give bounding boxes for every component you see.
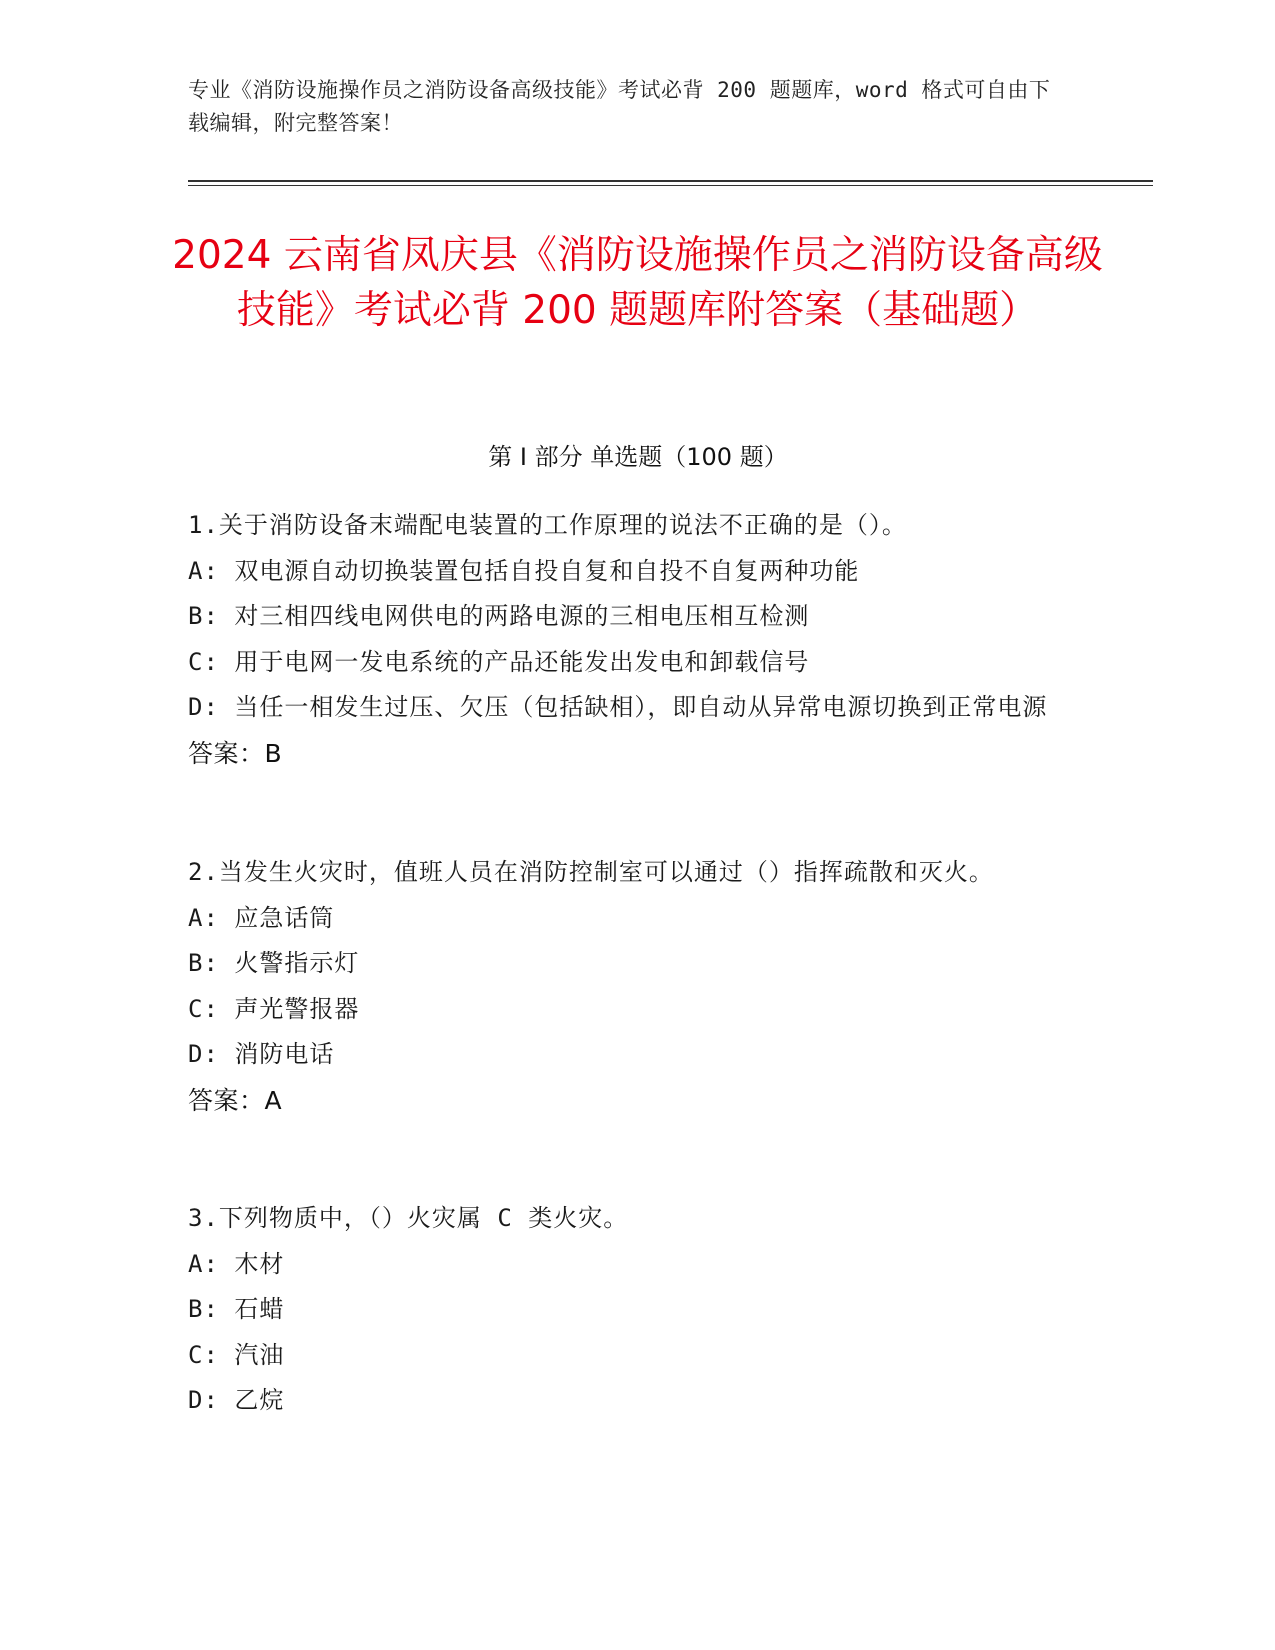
option-d: D: 消防电话 (188, 1040, 335, 1068)
option-d: D: 当任一相发生过压、欠压（包括缺相），即自动从异常电源切换到正常电源 (188, 693, 1048, 721)
option-a: A: 木材 (188, 1249, 285, 1278)
option-d: D: 乙烷 (188, 1386, 285, 1414)
option-a: A: 双电源自动切换装置包括自投自复和自投不自复两种功能 (188, 556, 860, 585)
option-c: C: 汽油 (188, 1340, 285, 1369)
option-c: C: 用于电网一发电系统的产品还能发出发电和卸载信号 (188, 647, 810, 676)
option-b: B: 石蜡 (188, 1295, 285, 1323)
header-note: 专业《消防设施操作员之消防设备高级技能》考试必背 200 题题库，word 格式可自由下载编辑，附完整答案！ (188, 78, 1051, 135)
header-rule-thick (188, 180, 1153, 182)
document-title: 2024 云南省凤庆县《消防设施操作员之消防设备高级技能》考试必背 200 题题库附答案（基础题） (172, 233, 1103, 333)
question-3 (188, 1196, 1068, 1424)
question-stem: 3.下列物质中，（）火灾属 C 类火灾。 (188, 1204, 629, 1232)
header-rule-thin (188, 185, 1153, 186)
question-stem: 1.关于消防设备末端配电装置的工作原理的说法不正确的是（）。 (188, 511, 907, 539)
answer-line: 答案：B (188, 738, 283, 768)
section-heading: 第 I 部分 单选题（100 题） (488, 443, 788, 471)
option-c: C: 声光警报器 (188, 994, 360, 1023)
option-b: B: 火警指示灯 (188, 949, 360, 977)
option-b: B: 对三相四线电网供电的两路电源的三相电压相互检测 (188, 602, 810, 630)
answer-line: 答案：A (188, 1085, 283, 1115)
question-1 (188, 503, 1068, 776)
question-2 (188, 850, 1068, 1123)
question-stem: 2.当发生火灾时，值班人员在消防控制室可以通过（）指挥疏散和灭火。 (188, 858, 994, 886)
option-a: A: 应急话筒 (188, 903, 335, 932)
